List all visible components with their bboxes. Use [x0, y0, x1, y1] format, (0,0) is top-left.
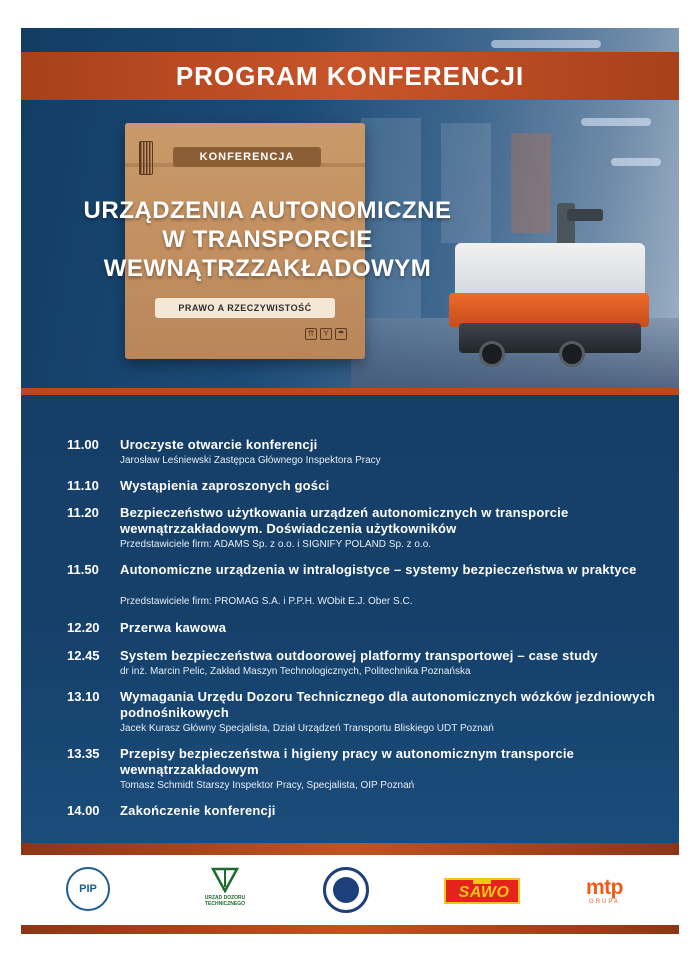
udt-logo-text	[201, 895, 249, 907]
item-speaker: Jacek Kurasz Główny Specjalista, Dział Urządzeń Transportu Bliskiego UDT Poznań	[120, 723, 494, 734]
sawo-logo-text: SAWO	[458, 884, 510, 901]
this-way-up-icon: ⇈	[305, 328, 317, 340]
partner-logos	[21, 855, 679, 925]
page-title: PROGRAM KONFERENCJI	[175, 60, 525, 91]
robot-wheel	[479, 341, 505, 367]
tagline-label: PRAWO A RZECZYWISTOŚĆ	[178, 303, 312, 313]
item-speaker: Tomasz Schmidt Starszy Inspektor Pracy, Specjalista, OIP Poznań	[120, 780, 415, 791]
item-time: 11.20	[67, 505, 99, 520]
item-title: Przerwa kawowa	[120, 620, 227, 635]
item-time: 12.45	[67, 648, 100, 663]
pip-logo	[66, 867, 110, 911]
item-speaker: Przedstawiciele firm: PROMAG S.A. i P.P.H. WObit E.J. Ober S.C.	[120, 596, 413, 607]
item-time: 13.10	[67, 689, 100, 704]
program-section	[21, 395, 679, 843]
conference-badge-label: KONFERENCJA	[199, 151, 295, 163]
mtp-logo	[586, 877, 623, 905]
robot-arm-joint	[567, 209, 603, 221]
title-bar	[21, 52, 679, 100]
item-speaker: dr inż. Marcin Pelic, Zakład Maszyn Technologicznych, Politechnika Poznańska	[120, 666, 471, 677]
udt-mark-icon	[211, 867, 239, 893]
headline-line-2: W TRANSPORCIE	[162, 226, 373, 253]
pip-logo-text: PIP	[79, 883, 97, 895]
item-title: Wymagania Urzędu Dozoru Technicznego dla autonomicznych wózków jezdniowych podnośnikowych	[120, 689, 656, 720]
mtp-logo-text: mtp	[586, 876, 623, 899]
ceiling-light	[491, 40, 601, 48]
hero-headline	[45, 196, 490, 283]
item-title: Bezpieczeństwo użytkowania urządzeń autonomicznych w transporcie wewnątrzzakładowym. Doświadczenia użytkowników	[120, 505, 569, 536]
udt-line-1: URZĄD DOZORU	[204, 895, 246, 901]
footer-divider	[21, 925, 679, 934]
robot-wheel	[559, 341, 585, 367]
ceiling-light	[611, 158, 661, 166]
item-title: Wystąpienia zaproszonych gości	[120, 478, 330, 493]
seal-emblem-icon	[333, 877, 359, 903]
item-time: 12.20	[67, 620, 100, 635]
fragile-icon: Y	[320, 328, 332, 340]
tagline-badge	[155, 298, 335, 318]
cardboard-box	[83, 123, 452, 359]
accent-divider	[21, 843, 679, 855]
udt-line-2: TECHNICZNEGO	[205, 901, 245, 907]
autonomous-robot-image	[449, 203, 649, 373]
university-seal-logo	[323, 867, 369, 913]
item-speaker: Jarosław Leśniewski Zastępca Głównego Inspektora Pracy	[120, 455, 381, 466]
robot-bumper	[449, 293, 649, 327]
item-time: 13.35	[67, 746, 100, 761]
accent-divider	[21, 388, 679, 395]
item-title: Autonomiczne urządzenia w intralogistyce – systemy bezpieczeństwa w praktyce	[120, 562, 637, 577]
item-time: 11.10	[67, 478, 99, 493]
item-title: Przepisy bezpieczeństwa i higieny pracy w autonomicznym transporcie wewnątrzzakładowym	[120, 746, 575, 777]
headline-line-1: URZĄDZENIA AUTONOMICZNE	[83, 197, 452, 224]
hero-banner	[21, 28, 679, 389]
package-symbols	[305, 328, 347, 340]
item-time: 11.00	[67, 437, 99, 452]
item-title: Zakończenie konferencji	[120, 803, 276, 818]
barcode-icon	[139, 141, 153, 175]
mtp-logo-subtext: GRUPA	[589, 899, 620, 905]
conference-badge	[173, 147, 321, 167]
keep-dry-icon: ☂	[335, 328, 347, 340]
ceiling-light	[581, 118, 651, 126]
item-title: System bezpieczeństwa outdoorowej platformy transportowej – case study	[120, 648, 598, 663]
sawo-logo	[444, 878, 520, 904]
item-time: 14.00	[67, 803, 100, 818]
item-time: 11.50	[67, 562, 99, 577]
headline-line-3: WEWNĄTRZZAKŁADOWYM	[103, 255, 432, 282]
item-title: Uroczyste otwarcie konferencji	[120, 437, 318, 452]
item-speaker: Przedstawiciele firm: ADAMS Sp. z o.o. i SIGNIFY POLAND Sp. z o.o.	[120, 539, 432, 550]
udt-logo	[201, 867, 249, 907]
